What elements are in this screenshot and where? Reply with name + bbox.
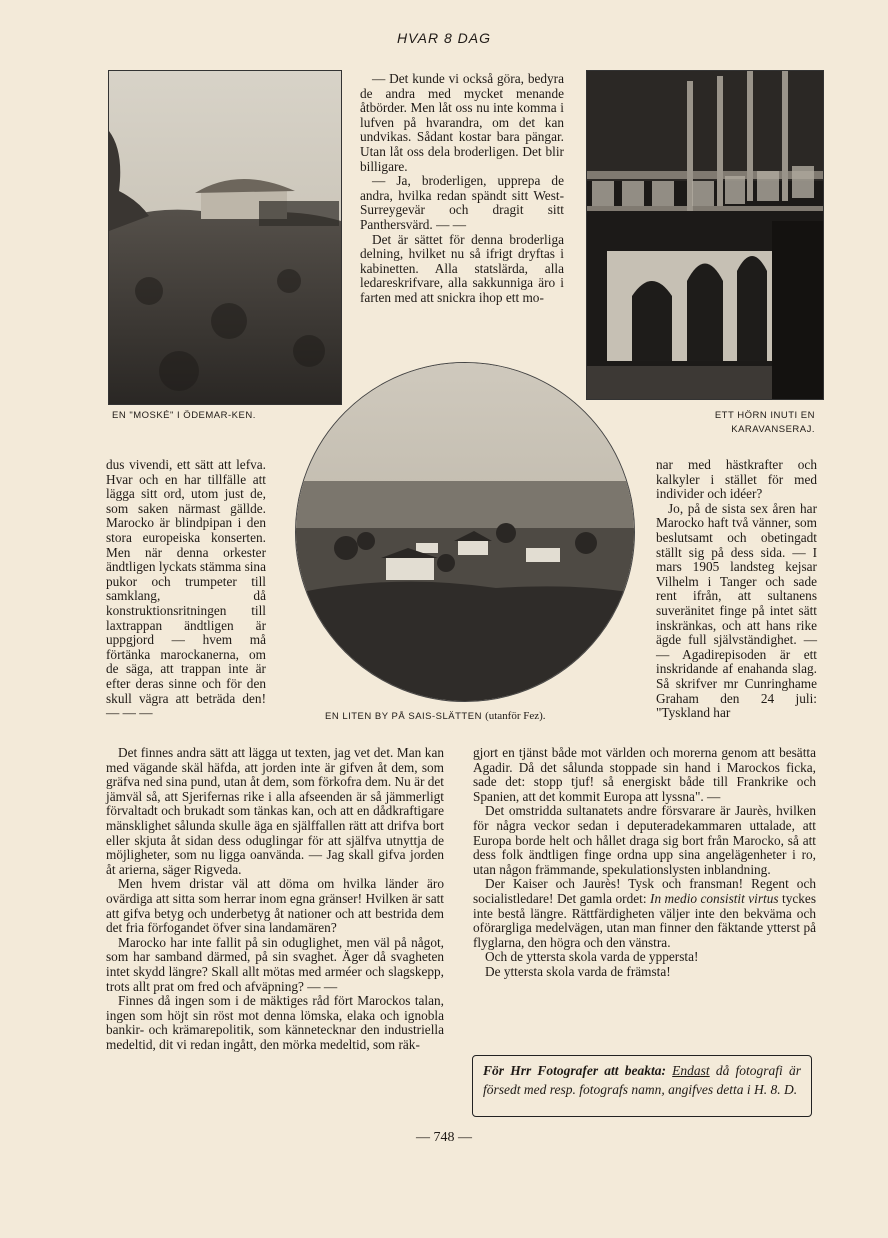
paragraph: dus vivendi, ett sätt att lefva. Hvar och en har tillfälle att lägga sitt ord, utom just de, som saken närmast gällde. Marocko är blindpipan i den stora europeiska konserten. Men när denna orkester ändtligen lyckats stämma sina pukor och trumpeter till samklang, då konstruktionsritningen till laxtrappan ändtligen är uppgjord — hvem må förtänka marockanerna, om de säga, att trappan inte är efter deras sinne och för den skull vägra att beträda den! — — — <box>106 457 266 721</box>
paragraph: Marocko har inte fallit på sin oduglighet, men väl på något, som har samband därmed, på sin svaghet. Äger då svagheten intet skydd längre? Skall allt mötas med arméer och slagskepp, trots allt prat om fred och afväpning? — — <box>106 934 444 994</box>
page-number: — 748 — <box>416 1130 472 1145</box>
mosque-photo <box>108 70 342 405</box>
paragraph: gjort en tjänst både mot världen och morerna genom att besätta Agadir. Då det sålunda stoppade sin hand i Marockos ficka, sade det: stopp tjuf! så energiskt både till Frankrike och Spanien, att det kommit Europa att lyssna". — <box>473 745 816 804</box>
page-header: HVAR 8 DAG <box>396 30 492 46</box>
caravanserai-photo <box>586 70 824 400</box>
paragraph: Det omstridda sultanatets andre försvarare är Jaurès, hvilken för några veckor sedan i deputeradekammaren uttalade, att Europa borde helt och hållet draga sig bort från Marocko, så att dess folk ändtligen finge ordna upp sina angelägenheter i ro, utan någon främmande, spekulationslysten inblandning. <box>473 803 816 877</box>
paragraph: Finnes då ingen som i de mäktiges råd fört Marockos talan, ingen som höjt sin röst mot denna lömska, elaka och ignobla bankir- och krämarepolitik, som kännetecknar den industriella medeltid, dit vi redan ingått, den mörka medeltid, som räk- <box>106 993 444 1052</box>
caption-village <box>325 709 605 724</box>
text-right-narrow <box>656 458 817 721</box>
caption-caravanserai: ETT HÖRN INUTI EN KARAVANSERAJ. <box>714 410 815 435</box>
text-right-wide <box>473 746 816 980</box>
text-run: tyckes inte bestå längre. Rättfärdigheten väljer inte den bekväma och oförargliga medelvägen, utan man finner den fäktande ytterst på flyglarna, den högra och den vänstra. <box>473 890 817 950</box>
paragraph: Men hvem dristar väl att döma om hvilka länder äro ovärdiga att sitta som herrar inom egna gränser! Hvilken är satt att gifva betyg och underbetyg åt nationer och att bestrida dem det fria förfogandet öfver sina landamären? <box>106 876 444 936</box>
paragraph <box>473 877 816 950</box>
paragraph: — Ja, broderligen, upprepa de andra, hvilka redan spändt sitt West-Surreygevär och dragit sitt Panthersvärd. — — <box>360 173 564 232</box>
notice-emphasis: Endast <box>672 1063 710 1078</box>
text-run: Der Kaiser och Jaurès! Tysk och fransman! Regent och socialistledare! Det gamla ordet: <box>473 876 816 906</box>
village-photo <box>295 362 635 702</box>
notice-lead: För Hrr Fotografer att beakta: <box>483 1063 666 1078</box>
paragraph: De yttersta skola varda de främsta! <box>485 963 671 979</box>
text-left-narrow <box>106 458 266 721</box>
paragraph: — Det kunde vi också göra, bedyra de andra med mycket menande åtbörder. Men låt oss nu inte komma i lufven på hvarandra, om det kan undvikas. Sådant kostar bara pängar. Utan låt oss dela broderligen. Det blir billigare. <box>360 71 564 174</box>
text-left-wide <box>106 746 444 1052</box>
caption-village-label: EN LITEN BY PÅ SAIS-SLÄTTEN <box>325 711 482 722</box>
caption-mosque: EN "MOSKÉ" I ÖDEMAR-KEN. <box>112 410 256 421</box>
paragraph: nar med hästkrafter och kalkyler i stället för med individer och idéer? <box>656 457 817 502</box>
caption-village-note: (utanför Fez). <box>485 710 546 722</box>
latin-phrase: In medio consistit virtus <box>650 890 779 906</box>
paragraph: Det finnes andra sätt att lägga ut texten, jag vet det. Man kan med vägande skäl häfda, att jorden inte är gifven åt dem, som gräfva ned sina pund, utan åt dem, som förkofra dem. Nu är det jämväl så, att Sjerifernas rike i alla afseenden är så jämmerligt förvaltadt och brukadt som tänkas kan, och att en dådkraftigare mänsklighet sålunda skulle äga en själffallen rätt att drifva bort eller skjuta åt sidan dess oduglingar för att själfva utnyttja de möjligheter, som nu ligga oanvända. — Jag skall gifva jorden åt arierna, säger Rigveda. <box>106 745 444 877</box>
notice-body: då fotografi är försedt med resp. fotografs namn, angifves detta i H. 8. D. <box>483 1063 801 1097</box>
paragraph: Det är sättet för denna broderliga delning, hvilket nu så ifrigt dryftas i kabinetten. Alla statslärda, alla ledareskrifvare, alla sakkunniga äro i farten med att snickra ihop ett mo- <box>360 231 564 305</box>
paragraph: Jo, på de sista sex åren har Marocko haft två vänner, som beslutsamt och obetingadt ställt sig på dess sida. — I mars 1905 landsteg kejsar Vilhelm i Tanger och sade rent ifrån, att sultanens suveränitet finge på intet sätt inskränkas, och att hans rike ägde full självständighet. — — Agadirepisoden är ett inskridande af enahanda slag. Så skrifver mr Cunringhame Graham den 24 juli: "Tyskland har <box>656 500 817 721</box>
photographer-notice <box>472 1055 812 1117</box>
paragraph: Och de yttersta skola varda de yppersta! <box>485 949 699 965</box>
text-middle-top <box>360 72 564 306</box>
